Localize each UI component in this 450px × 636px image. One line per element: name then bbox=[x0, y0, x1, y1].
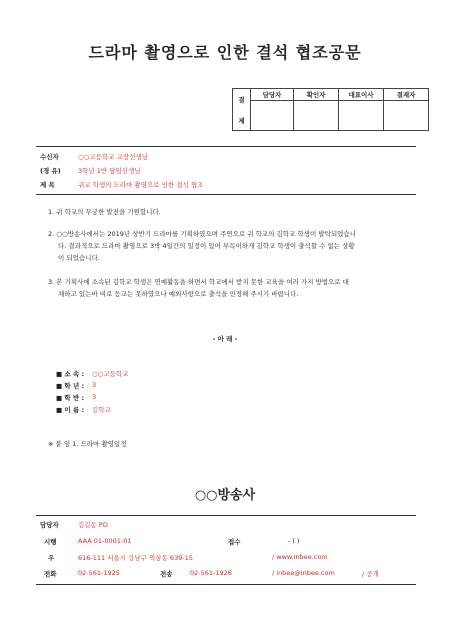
paragraph-2-line-1: 2. ○○방송사에서는 2019년 상반기 드라마를 기획하였으며 주연으로 귀 학교의 김학교 학생이 발탁되었습니 bbox=[48, 230, 356, 238]
paragraph-2-line-2: 다. 결과적으로 드라마 촬영으로 3박 4일간의 일정이 있어 부득이하게 김학교 학생이 출석할 수 없는 상황 bbox=[58, 242, 355, 250]
subject-label: 제 목 bbox=[40, 181, 55, 189]
detail-label-grade: ■ 학 년 : bbox=[56, 382, 85, 390]
receiver-label: 수신자 bbox=[40, 153, 59, 161]
footer-receipt-value: - ( ) bbox=[288, 537, 300, 545]
detail-label-class: ■ 학 반 : bbox=[56, 394, 85, 402]
footer-email-link[interactable]: / inbee@inbee.com bbox=[272, 569, 335, 577]
subject-value: 귀교 학생의 드라마 촬영으로 인한 결석 협조 bbox=[78, 181, 204, 189]
detail-value-name: 김학교 bbox=[92, 406, 111, 414]
approval-sign-4[interactable] bbox=[384, 101, 429, 131]
paragraph-3-line-2: 체하고 있는바 비로 등교는 못하였으나 예외사항으로 출석을 인정해 주시기 바랍니다. bbox=[58, 290, 299, 298]
footer-receipt-label: 접수 bbox=[228, 538, 241, 546]
document-title: 드라마 촬영으로 인한 결석 협조공문 bbox=[88, 43, 362, 62]
detail-value-affiliation: ○○고등학교 bbox=[92, 370, 129, 378]
footer-doc-label: 시행 bbox=[44, 538, 57, 546]
notice-heading: - 아 래 - bbox=[212, 335, 238, 343]
footer-public-value: / 공개 bbox=[362, 570, 379, 578]
approval-sign-1[interactable] bbox=[251, 101, 294, 131]
approval-sign-3[interactable] bbox=[339, 101, 384, 131]
approval-side-top: 결 bbox=[238, 95, 245, 104]
footer-addr-value: 616-111 서울시 강남구 역삼동 639-15 bbox=[78, 554, 193, 562]
footer-manager-label: 담당자 bbox=[40, 521, 59, 529]
via-label: (경 유) bbox=[40, 167, 61, 175]
footer-fax-label: 전송 bbox=[160, 570, 173, 578]
approval-header-2: 확인자 bbox=[294, 89, 339, 101]
paragraph-3-line-1: 3. 본 기획사에 소속된 김학교 학생은 연예활동을 하면서 학교에서 받지 못한 교육을 여러 가지 방법으로 대 bbox=[48, 278, 349, 286]
attachment-line: ※ 붙 임 1. 드라마 촬영일정 bbox=[48, 440, 127, 448]
paragraph-1: 1. 귀 학교의 무궁한 발전을 기원합니다. bbox=[48, 208, 161, 216]
divider-footer bbox=[36, 515, 416, 516]
approval-side-cell bbox=[233, 89, 251, 131]
footer-tel-value: 02-561-1925 bbox=[78, 569, 120, 577]
footer-site-link[interactable]: / www.inbee.com bbox=[272, 553, 328, 561]
receiver-value: ○○고등학교 교장선생님 bbox=[78, 153, 148, 161]
approval-table bbox=[232, 88, 429, 131]
detail-label-name: ■ 이 름 : bbox=[56, 406, 85, 414]
divider-info bbox=[36, 194, 416, 195]
broadcaster-name: ○○방송사 bbox=[194, 488, 256, 503]
approval-side-bottom: 제 bbox=[238, 116, 245, 125]
footer-tel-label: 전화 bbox=[44, 570, 57, 578]
approval-header-1: 담당자 bbox=[251, 89, 294, 101]
footer-fax-value: 02-561-1926 bbox=[190, 569, 232, 577]
divider-top bbox=[36, 146, 416, 147]
approval-header-4: 결재자 bbox=[384, 89, 429, 101]
paragraph-2-line-3: 이 되었습니다. bbox=[58, 254, 100, 262]
footer-addr-label: 우 bbox=[48, 554, 55, 562]
divider-bottom bbox=[36, 584, 416, 585]
approval-header-3: 대표이사 bbox=[339, 89, 384, 101]
footer-doc-value: AAA 01-0001-01 bbox=[78, 537, 132, 545]
via-value: 3학년 1반 담임선생님 bbox=[78, 167, 141, 175]
footer-manager-value: 김길동 PD bbox=[78, 521, 108, 529]
detail-value-class: 3 bbox=[92, 393, 97, 401]
detail-label-affiliation: ■ 소 속 : bbox=[56, 370, 85, 378]
detail-value-grade: 3 bbox=[92, 381, 97, 389]
approval-sign-2[interactable] bbox=[294, 101, 339, 131]
